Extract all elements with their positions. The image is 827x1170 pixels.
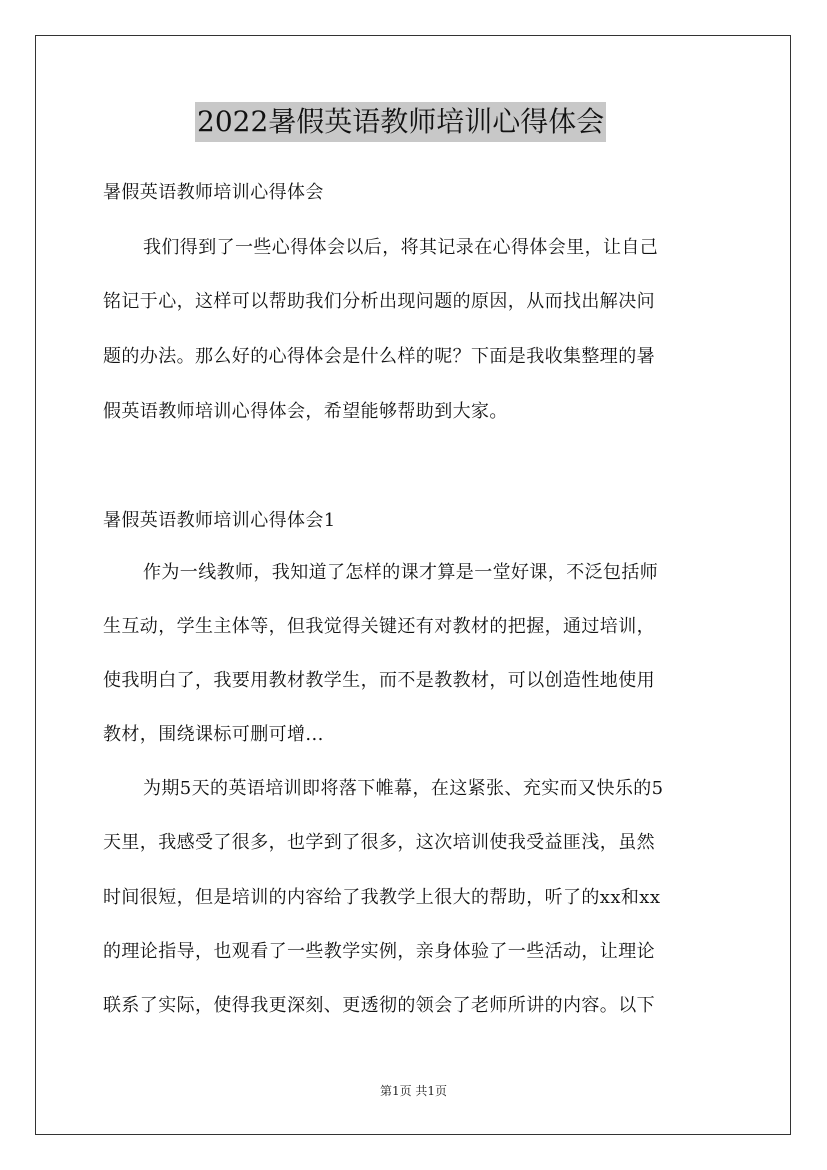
- paragraph-line: 作为一线教师，我知道了怎样的课才算是一堂好课，不泛包括师: [143, 562, 659, 583]
- paragraph-line: 联系了实际，使得我更深刻、更透彻的领会了老师所讲的内容。以下: [103, 995, 655, 1016]
- intro-line: 假英语教师培训心得体会，希望能够帮助到大家。: [103, 401, 508, 422]
- section-heading: 暑假英语教师培训心得体会1: [103, 510, 336, 531]
- paragraph-line: 的理论指导，也观看了一些教学实例，亲身体验了一些活动，让理论: [103, 941, 655, 962]
- paragraph-line: 教材，围绕课标可删可增...: [103, 724, 324, 745]
- paragraph-line: 天里，我感受了很多，也学到了很多，这次培训使我受益匪浅，虽然: [103, 832, 655, 853]
- document-title: 2022暑假英语教师培训心得体会: [195, 102, 606, 142]
- paragraph-line: 为期5天的英语培训即将落下帷幕，在这紧张、充实而又快乐的5: [143, 778, 664, 799]
- paragraph-line: 时间很短，但是培训的内容给了我教学上很大的帮助，听了的xx和xx: [103, 887, 661, 908]
- document-subtitle: 暑假英语教师培训心得体会: [103, 182, 324, 203]
- paragraph-line: 使我明白了，我要用教材教学生，而不是教教材，可以创造性地使用: [103, 670, 655, 691]
- intro-line: 我们得到了一些心得体会以后，将其记录在心得体会里，让自己: [143, 237, 659, 258]
- intro-line: 铭记于心，这样可以帮助我们分析出现问题的原因，从而找出解决问: [103, 291, 655, 312]
- paragraph-line: 生互动，学生主体等，但我觉得关键还有对教材的把握，通过培训，: [103, 616, 655, 637]
- page-number-footer: 第1页 共1页: [379, 1084, 448, 1098]
- intro-line: 题的办法。那么好的心得体会是什么样的呢？下面是我收集整理的暑: [103, 346, 655, 367]
